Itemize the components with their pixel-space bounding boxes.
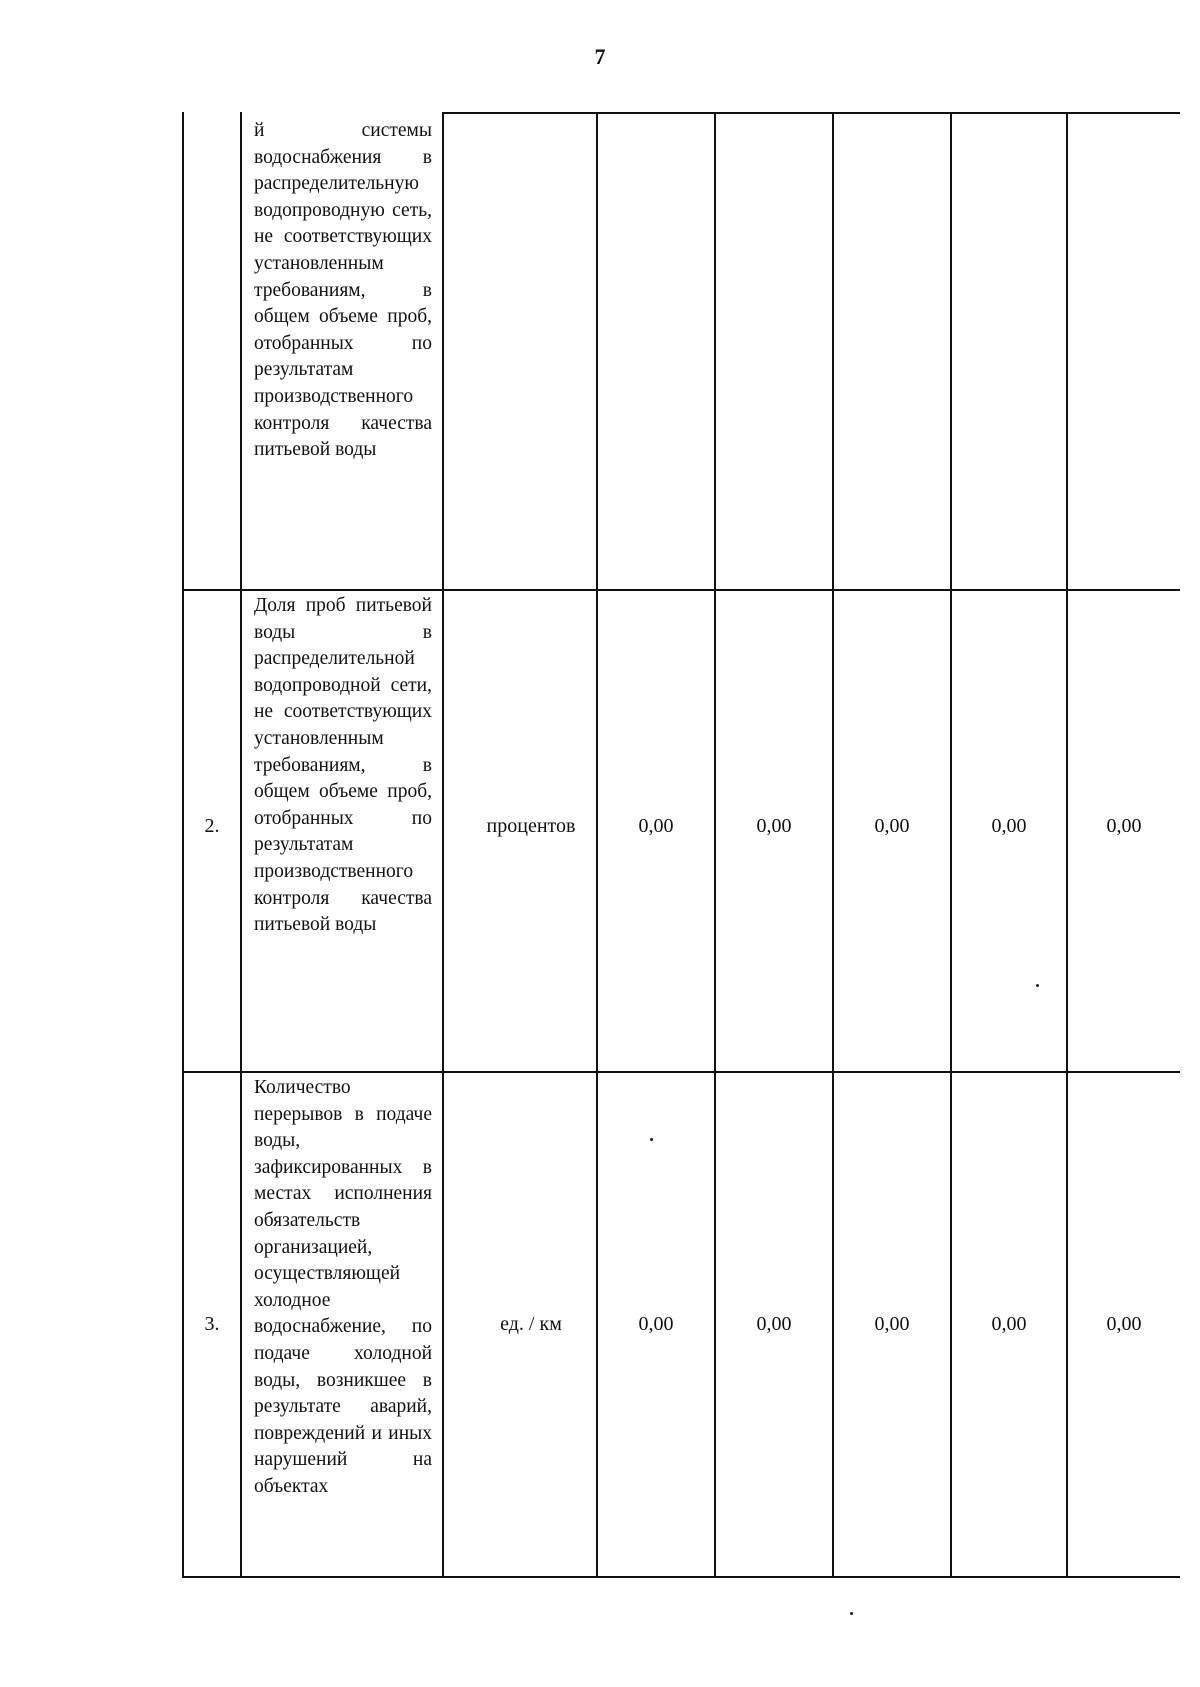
row-description: й системы водоснабжения в распределительную водопроводную сеть, не соответствующих установленным требованиям, в общем объеме проб, отобранных по результатам производственного контроля качества питьевой воды <box>254 120 432 461</box>
table-row <box>182 112 1180 589</box>
row-value-5: 0,00 <box>1106 815 1142 837</box>
indicator-table <box>182 112 1180 1578</box>
row-value-3: 0,00 <box>874 1313 910 1335</box>
row-value-4: 0,00 <box>991 815 1027 837</box>
row-value-1: 0,00 <box>638 815 674 837</box>
row-number: 2. <box>204 815 220 837</box>
row-description: Доля проб питьевой воды в распределительной водопроводной сети, не соответствующих установленным требованиям, в общем объеме проб, отобранных по результатам производственного контроля качества питьевой воды <box>254 595 432 936</box>
row-value-2: 0,00 <box>756 1313 792 1335</box>
scan-speck <box>850 1612 853 1615</box>
page-number: 7 <box>594 44 606 69</box>
row-description: Количество перерывов в подаче воды, зафиксированных в местах исполнения обязательств организацией, осуществляющей холодное водоснабжение, по подаче холодной воды, возникшее в результате аварий, повреждений и иных нарушений на объектах <box>254 1077 432 1497</box>
table-row <box>182 591 1180 1071</box>
row-unit: ед. / км <box>500 1313 562 1335</box>
row-value-4: 0,00 <box>991 1313 1027 1335</box>
row-number: 3. <box>204 1313 220 1335</box>
row-value-3: 0,00 <box>874 815 910 837</box>
table-bottom-border <box>182 1576 1180 1578</box>
row-value-2: 0,00 <box>756 815 792 837</box>
row-value-1: 0,00 <box>638 1313 674 1335</box>
row-value-5: 0,00 <box>1106 1313 1142 1335</box>
scan-speck <box>1036 984 1039 987</box>
table-row <box>182 1073 1180 1576</box>
scan-speck <box>650 1138 653 1141</box>
row-unit: процентов <box>486 815 576 837</box>
